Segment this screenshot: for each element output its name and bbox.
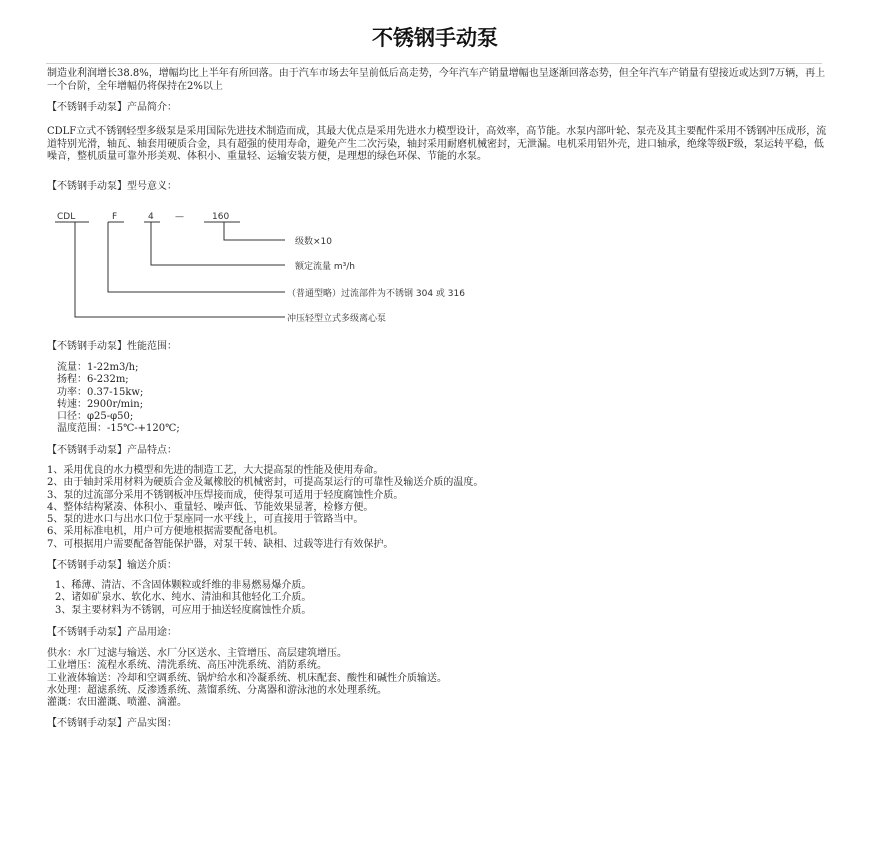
list-item: 水处理：超滤系统、反渗透系统、蒸馏系统、分离器和游泳池的水处理系统。	[47, 684, 387, 696]
leader-stage	[224, 222, 285, 240]
features-heading: 【不锈钢手动泵】产品特点：	[47, 445, 177, 456]
code-dash: —	[175, 212, 184, 222]
list-item: 5、泵的进水口与出水口位于泵座同一水平线上，可直接用于管路当中。	[47, 514, 364, 526]
list-item: 转速：2900r/min;	[57, 398, 144, 410]
list-item: 2、诸如矿泉水、软化水、纯水、清油和其他轻化工介质。	[55, 592, 312, 604]
leader-material	[108, 222, 285, 292]
list-item: 3、泵主要材料为不锈钢，可应用于抽送轻度腐蚀性介质。	[55, 604, 312, 616]
applications-list	[47, 648, 447, 709]
applications-heading: 【不锈钢手动泵】产品用途：	[47, 627, 177, 638]
list-item: 6、采用标准电机，用户可方便地根据需要配备电机。	[47, 526, 284, 538]
page-title: 不锈钢手动泵	[372, 26, 498, 50]
list-item: 供水：水厂过滤与输送、水厂分区送水、主管增压、高层建筑增压。	[47, 648, 347, 659]
label-material: （普通型略）过流部件为不锈钢 304 或 316	[287, 289, 465, 299]
media-list	[55, 580, 311, 617]
list-item: 功率：0.37-15kw;	[57, 386, 144, 398]
list-item: 口径：φ25-φ50;	[57, 411, 134, 423]
list-item: 工业液体输送：冷却和空调系统、锅炉给水和冷凝系统、机床配套、酸性和碱性介质输送。	[47, 672, 447, 684]
label-flow: 额定流量 m³/h	[295, 262, 355, 272]
list-item: 3、泵的过流部分采用不锈钢板冲压焊接而成，使得泵可适用于轻度腐蚀性介质。	[47, 489, 404, 501]
leader-type	[75, 222, 285, 317]
leader-flow	[151, 222, 285, 265]
list-item: 7、可根据用户需要配备智能保护器，对泵干转、缺相、过载等进行有效保护。	[47, 538, 394, 550]
features-list	[47, 465, 483, 551]
model-heading: 【不锈钢手动泵】型号意义：	[47, 181, 177, 192]
performance-heading: 【不锈钢手动泵】性能范围：	[47, 341, 177, 352]
list-item: 4、整体结构紧凑、体积小、重量轻、噪声低、节能效果显著，检修方便。	[47, 501, 374, 513]
media-heading: 【不锈钢手动泵】输送介质：	[47, 560, 177, 571]
code-flow: 4	[148, 212, 154, 222]
list-item: 扬程：6-232m;	[57, 374, 129, 386]
overview-paragraph: CDLF立式不锈钢轻型多级泵是采用国际先进技术制造而成，其最大优点是采用先进水力模型设计，高效率，高节能。水泵内部叶轮、泵壳及其主要配件采用不锈钢冲压成形，流道特别光滑，轴瓦、轴套用硬质合金，具有超强的使用寿命，避免产生二次污染，轴封采用耐磨机械密封，无泄漏。电机采用铝外壳，进口轴承，绝缘等级F级，泵运转平稳，低噪音，整机质量可靠外形美观、体积小、重量轻、运输安装方便，是理想的绿色环保、节能的水泵。	[47, 126, 827, 162]
list-item: 温度范围：-15℃-+120℃;	[57, 423, 180, 435]
code-f: F	[112, 212, 118, 222]
photo-heading: 【不锈钢手动泵】产品实图：	[47, 718, 177, 729]
performance-list	[57, 362, 180, 436]
list-item: 1、采用优良的水力模型和先进的制造工艺，大大提高泵的性能及使用寿命。	[47, 465, 384, 476]
label-type: 冲压轻型立式多级离心泵	[287, 314, 387, 324]
list-item: 2、由于轴封采用材料为硬质合金及氟橡胶的机械密封，可提高泵运行的可靠性及输送介质的温度。	[47, 477, 484, 489]
list-item: 1、稀薄、清洁、不含固体颗粒或纤维的非易燃易爆介质。	[55, 580, 312, 591]
list-item: 工业增压：流程水系统、清洗系统、高压冲洗系统、消防系统。	[47, 660, 327, 672]
code-stage: 160	[212, 212, 230, 222]
label-stage: 级数×10	[295, 237, 332, 247]
list-item: 灌溉：农田灌溉、喷灌、滴灌。	[47, 697, 187, 709]
code-cdl: CDL	[57, 212, 76, 222]
intro-paragraph: 制造业利润增长38.8%，增幅均比上半年有所回落。由于汽车市场去年呈前低后高走势，今年汽车产销量增幅也呈逐渐回落态势，但全年汽车产销量有望接近或达到7万辆，再上一个台阶，全年增幅仍将保持在2%以上	[47, 68, 826, 92]
overview-heading: 【不锈钢手动泵】产品简介：	[47, 102, 177, 113]
list-item: 流量：1-22m3/h;	[57, 362, 139, 373]
